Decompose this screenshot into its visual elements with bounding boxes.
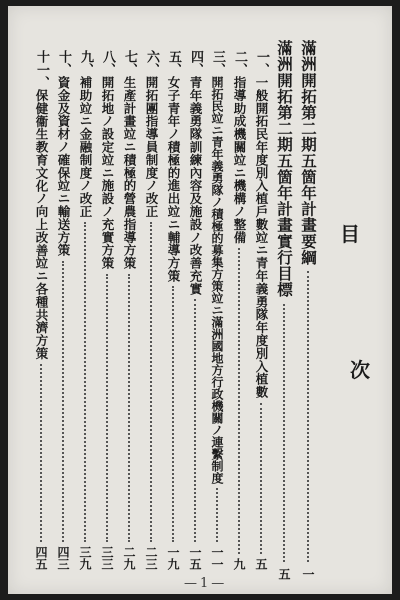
item-title: 保健衞生教育文化ノ向上改善竝ニ各種共濟方策	[34, 89, 49, 360]
leader-dots	[260, 403, 262, 555]
toc-heading-2	[274, 40, 294, 580]
leader-dots	[106, 274, 108, 543]
item-number: 二、	[232, 50, 247, 76]
item-page: 九	[232, 558, 246, 570]
item-number: 七、	[122, 50, 137, 76]
item-number: 三、	[210, 50, 225, 76]
leader-dots	[194, 299, 196, 542]
item-title: 補助竝ニ金融制度ノ改正	[78, 76, 93, 218]
leader-dots	[62, 261, 64, 542]
heading-title: 滿洲開拓第二期五箇年計畫要綱	[299, 40, 318, 266]
document-page	[8, 6, 392, 594]
item-page: 四五	[34, 546, 48, 570]
heading-page: 五	[277, 568, 291, 580]
leader-dots	[307, 271, 309, 562]
item-number: 四、	[188, 50, 203, 76]
leader-dots	[40, 364, 42, 542]
toc-title-char-1: 目	[340, 222, 360, 246]
toc-item	[252, 50, 270, 570]
leader-dots	[216, 488, 218, 542]
item-number: 五、	[166, 50, 181, 76]
leader-dots	[150, 222, 152, 542]
toc-item	[208, 50, 226, 570]
item-page: 三三	[100, 546, 114, 570]
item-title: 開拓民竝ニ青年義勇隊ノ積極的募集方策竝ニ滿洲國地方行政機關ノ連繫制度	[210, 76, 224, 484]
heading-title: 滿洲開拓第二期五箇年計畫實行目標	[275, 40, 294, 298]
item-page: 五	[254, 558, 268, 570]
item-number: 八、	[100, 50, 115, 76]
item-title: 青年義勇隊訓練內容及施設ノ改善充實	[188, 76, 203, 296]
page-number-footer: —1—	[184, 576, 228, 591]
toc-item	[54, 50, 72, 570]
item-page: 一九	[166, 546, 180, 570]
item-title: 開拓團指導員制度ノ改正	[144, 76, 159, 218]
item-page: 三九	[78, 546, 92, 570]
toc-item	[186, 50, 204, 570]
item-page: 四三	[56, 546, 70, 570]
item-page: 二三	[144, 546, 158, 570]
toc-item	[120, 50, 138, 570]
leader-dots	[238, 248, 240, 554]
toc-item	[76, 50, 94, 570]
item-number: 十一、	[34, 50, 49, 89]
item-page: 一五	[188, 546, 202, 570]
item-title: 資金及資材ノ確保竝ニ輸送方策	[56, 76, 71, 257]
toc-item	[98, 50, 116, 570]
leader-dots	[128, 274, 130, 543]
toc-item	[32, 50, 50, 570]
item-page: 一一	[210, 546, 224, 570]
item-number: 九、	[78, 50, 93, 76]
item-title: 開拓地ノ設定竝ニ施設ノ充實方策	[100, 76, 115, 270]
leader-dots	[84, 222, 86, 542]
heading-page: 一	[301, 568, 315, 580]
item-page: 二九	[122, 546, 136, 570]
item-number: 一、	[254, 50, 269, 76]
item-number: 十、	[56, 50, 71, 76]
item-title: 一般開拓民年度別入植戶數竝ニ青年義勇隊年度別入植數	[254, 76, 269, 399]
toc-item	[230, 50, 248, 570]
item-title: 指導助成機關竝ニ機構ノ整備	[232, 76, 247, 244]
item-number: 六、	[144, 50, 159, 76]
item-title: 生產計畫竝ニ積極的營農指導方策	[122, 76, 137, 270]
leader-dots	[172, 286, 174, 542]
leader-dots	[283, 304, 285, 562]
toc-heading-1	[298, 40, 318, 580]
toc-item	[142, 50, 160, 570]
toc-title-char-2: 次	[350, 358, 370, 382]
item-title: 女子青年ノ積極的進出竝ニ輔導方策	[166, 76, 181, 283]
toc-item	[164, 50, 182, 570]
